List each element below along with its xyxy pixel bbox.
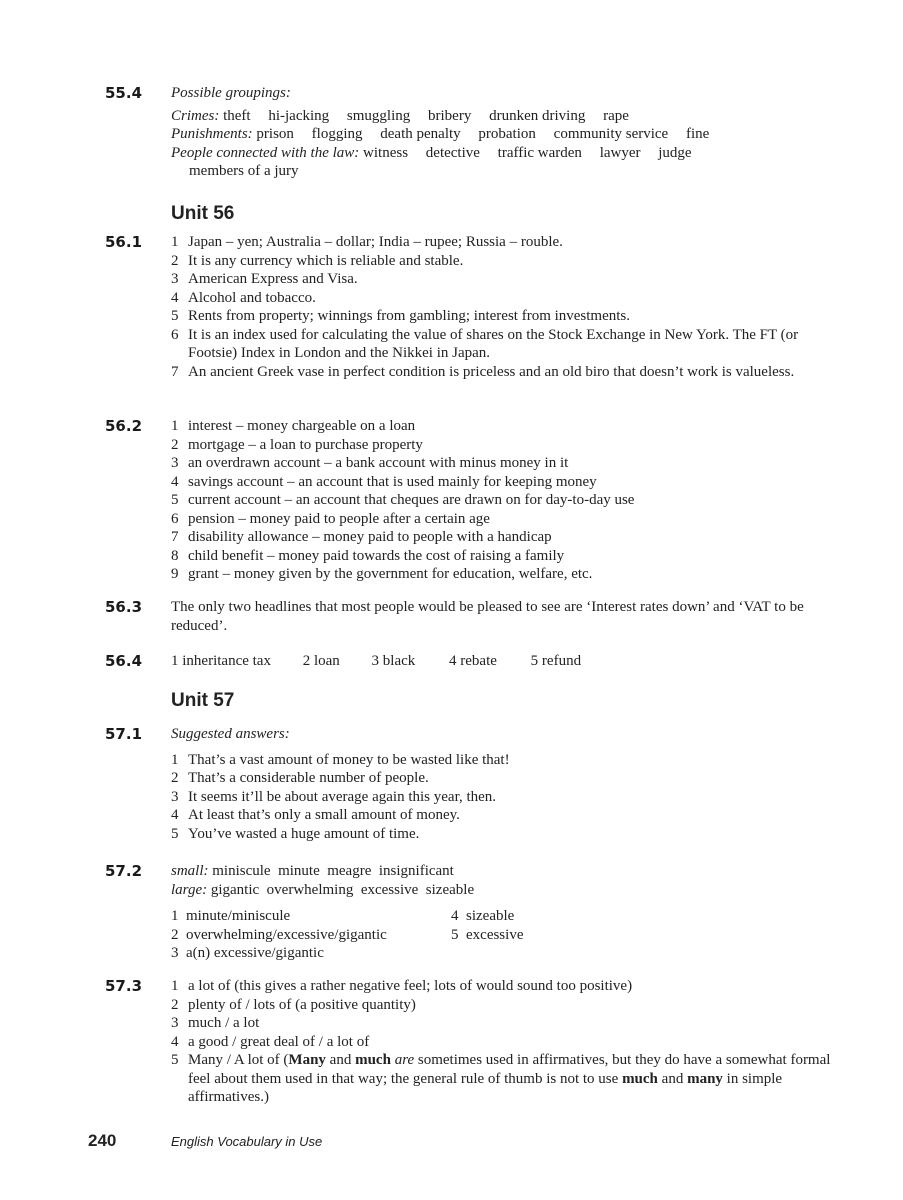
intro: Possible groupings:	[171, 85, 291, 101]
page-number: 240	[88, 1131, 117, 1150]
exercise-number: 56.2	[105, 417, 143, 435]
people-row: People connected with the law: witness detective traffic warden lawyer judge	[171, 144, 692, 161]
exercise-number: 56.1	[105, 233, 143, 251]
exercise-57-2: small: miniscule minute meagre insignificant large: gigantic overwhelming excessive sizeable 1 minute/miniscule 4 sizeable 2 overwhelming/excessive/gigantic 5 excessive 3 a(n) excessive/gigantic	[171, 863, 524, 961]
exercise-number: 56.4	[105, 652, 143, 670]
punishments-row: Punishments: prison flogging death penalty probation community service fine	[171, 126, 710, 142]
crimes-row: Crimes: theft hi-jacking smuggling bribery drunken driving rape	[171, 107, 629, 124]
exercise-57-1: Suggested answers: 1 That’s a vast amount of money to be wasted like that! 2 That’s a considerable number of people. 3 It seems it’ll be about average again this year, then. 4 At least that’s only a small amount of money. 5 You’ve wasted a huge amount of time.	[171, 726, 510, 842]
exercise-number: 57.2	[105, 862, 143, 880]
exercise-56-4: 1 inheritance tax 2 loan 3 black 4 rebate 5 refund	[171, 653, 582, 669]
exercise-number: 57.3	[105, 977, 143, 995]
unit-heading: Unit 57	[171, 690, 235, 711]
exercise-56-3: The only two headlines that most people would be pleased to see are ‘Interest rates down’ and ‘VAT to be reduced’.	[171, 599, 804, 634]
exercise-number: 57.1	[105, 725, 143, 743]
book-title: English Vocabulary in Use	[171, 1134, 323, 1149]
exercise-57-3: 1 a lot of (this gives a rather negative feel; lots of would sound too positive) 2 plenty of / lots of (a positive quantity) 3 much / a lot 4 a good / great deal of / a lot of 5 Many / A lot of (Many and much are sometimes used in affirmatives, but they do have a somewhat formal feel about them used in that way; the general rule of thumb is not to use much and many in simple affirmatives.)	[171, 978, 831, 1105]
exercise-56-2: 1 interest – money chargeable on a loan 2 mortgage – a loan to purchase property 3 an overdrawn account – a bank account with minus money in it 4 savings account – an account that is used mainly for keeping money 5 current account – an account that cheques are drawn on for day-to-day use 6 pension – money paid to people after a certain age 7 disability allowance – money paid to people with a handicap 8 child benefit – money paid towards the cost of raising a family 9 grant – money given by the government for education, welfare, etc.	[171, 418, 635, 582]
exercise-number: 55.4	[105, 84, 143, 102]
people-row-cont: members of a jury	[189, 163, 299, 179]
exercise-55-4	[171, 84, 851, 181]
unit-heading: Unit 56	[171, 203, 235, 224]
exercise-number: 56.3	[105, 598, 143, 616]
exercise-56-1: 1 Japan – yen; Australia – dollar; India – rupee; Russia – rouble. 2 It is any currency which is reliable and stable. 3 American Express and Visa. 4 Alcohol and tobacco. 5 Rents from property; winnings from gambling; interest from investments. 6 It is an index used for calculating the value of shares on the Stock Exchange in New York. The FT (or Footsie) Index in London and the Nikkei in Japan. 7 An ancient Greek vase in perfect condition is priceless and an old biro that doesn’t work is valueless.	[171, 234, 799, 380]
